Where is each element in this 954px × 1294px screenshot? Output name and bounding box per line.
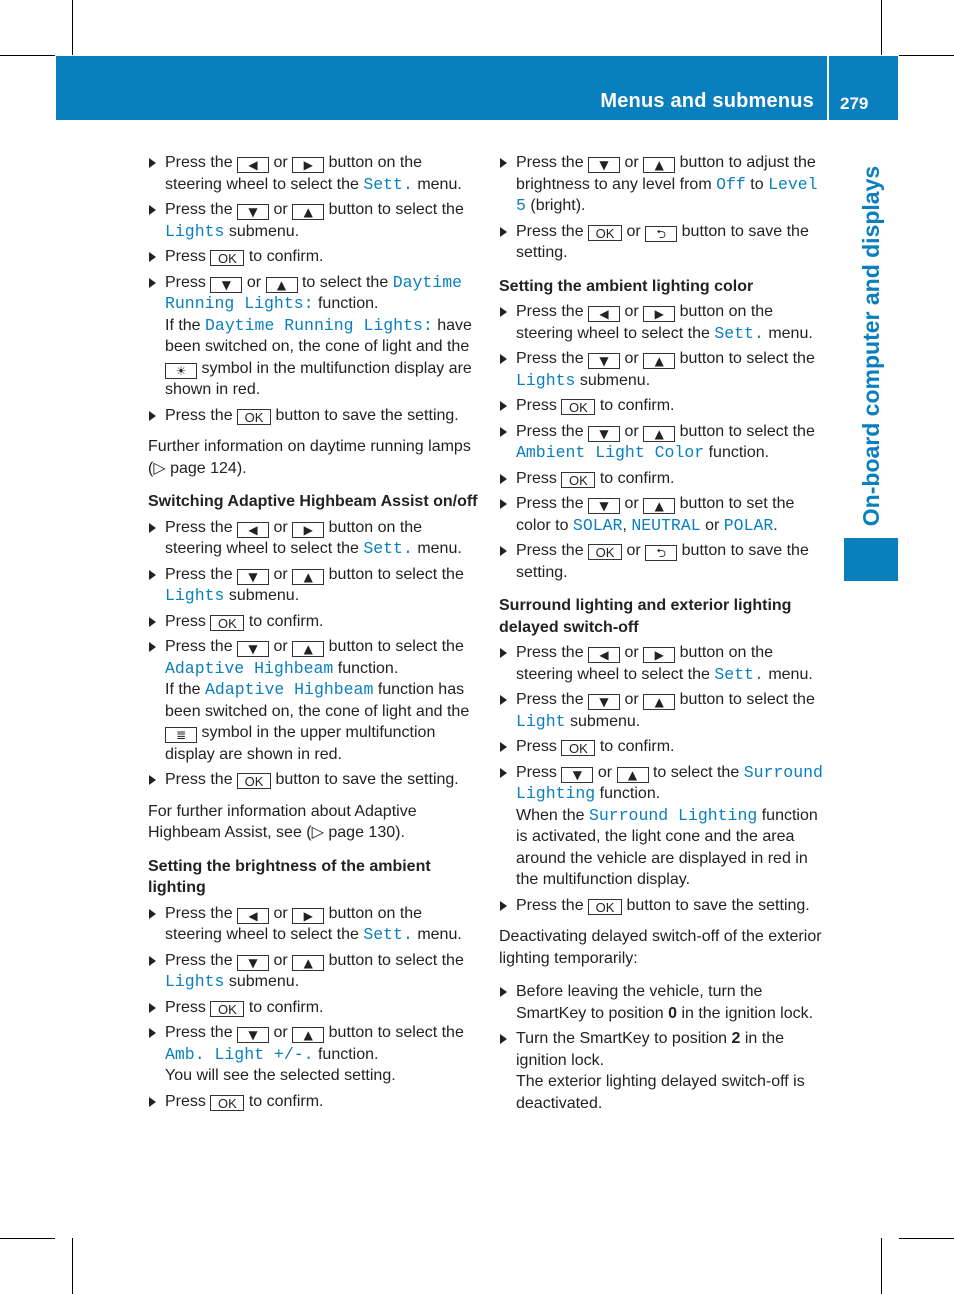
step	[148, 769, 478, 791]
step	[499, 689, 829, 732]
ok-key-icon: OK	[237, 773, 271, 789]
text-fragment: Sett.	[363, 174, 413, 194]
ok-key-icon: OK	[588, 899, 622, 915]
text-fragment: Press the	[516, 542, 584, 559]
text-fragment: or	[273, 154, 288, 171]
step-arrow-icon	[149, 956, 156, 966]
step-arrow-icon	[149, 1028, 156, 1038]
right-arrow-key-icon: ▶	[643, 647, 675, 663]
text-fragment: to confirm.	[599, 469, 675, 487]
text-fragment: or	[273, 638, 288, 655]
up-arrow-key-icon: ▲	[643, 157, 675, 173]
text-fragment: Adaptive Highbeam	[205, 680, 374, 699]
step	[148, 199, 478, 242]
text-fragment: function.	[599, 785, 661, 802]
text-fragment: steering wheel to select the	[165, 926, 359, 943]
step-arrow-icon	[500, 474, 507, 484]
text-fragment: Press	[516, 763, 557, 781]
text-fragment: button to select the	[328, 1024, 464, 1041]
text-fragment: function.	[317, 1045, 379, 1063]
up-arrow-key-icon: ▲	[292, 204, 324, 220]
text-fragment: in the ignition lock.	[516, 1030, 785, 1069]
text-fragment: 2	[731, 1030, 741, 1047]
down-arrow-key-icon: ▼	[588, 426, 620, 442]
step-arrow-icon	[149, 278, 156, 288]
text-fragment: or	[624, 422, 639, 440]
text-fragment: Lights	[165, 586, 225, 605]
text-fragment: The exterior lighting delayed switch-off is deactivated.	[516, 1073, 805, 1112]
text-fragment: or	[624, 154, 639, 171]
info-text: Deactivating delayed switch-off of the exterior lighting temporarily:	[499, 928, 822, 967]
text-fragment: or	[626, 222, 641, 240]
text-fragment: function.	[708, 444, 770, 461]
step	[499, 301, 829, 344]
text-fragment: Press the	[516, 222, 584, 240]
right-arrow-key-icon: ▶	[292, 522, 324, 538]
step-arrow-icon	[149, 775, 156, 785]
text-fragment: button on the	[328, 154, 423, 171]
down-arrow-key-icon: ▼	[237, 569, 269, 585]
info-text: Further information on daytime running lamps (▷ page 124).	[148, 438, 471, 477]
step	[148, 950, 478, 993]
text-fragment: menu.	[768, 324, 813, 342]
text-fragment: Press the	[165, 771, 233, 788]
step	[148, 1022, 478, 1087]
text-fragment: or	[705, 516, 720, 534]
text-fragment: setting.	[516, 244, 568, 261]
step	[499, 762, 829, 891]
down-arrow-key-icon: ▼	[237, 641, 269, 657]
text-fragment: or	[624, 303, 639, 320]
text-fragment: button on the	[328, 518, 423, 536]
step-arrow-icon	[500, 901, 507, 911]
text-fragment: Level 5	[516, 174, 818, 215]
step-arrow-icon	[500, 227, 507, 237]
step-arrow-icon	[500, 742, 507, 752]
text-fragment: Lights	[165, 972, 225, 991]
section-heading: Setting the ambient lighting color	[499, 277, 754, 295]
crop-mark	[0, 55, 55, 56]
down-arrow-key-icon: ▼	[588, 353, 620, 369]
text-fragment: (bright).	[530, 197, 586, 214]
ok-key-icon: OK	[210, 250, 244, 266]
text-fragment: Sett.	[714, 323, 764, 343]
text-fragment: Sett.	[363, 925, 413, 944]
step-arrow-icon	[500, 307, 507, 317]
step-arrow-icon	[500, 401, 507, 411]
highbeam-assist-icon: ≣	[165, 727, 197, 743]
right-column	[499, 152, 829, 1118]
step	[148, 903, 478, 946]
section-heading: Surround lighting and exterior lighting delayed switch-off	[499, 597, 792, 636]
text-fragment: button on the	[679, 303, 774, 320]
text-fragment: button to select the	[328, 638, 464, 655]
text-fragment: Press the	[165, 518, 233, 536]
step	[499, 221, 829, 264]
step	[148, 272, 478, 401]
text-fragment: steering wheel to select the	[165, 175, 359, 193]
step	[499, 540, 829, 583]
text-fragment: button to save the setting.	[275, 771, 459, 788]
text-fragment: steering wheel to select the	[516, 665, 710, 683]
up-arrow-key-icon: ▲	[292, 1027, 324, 1043]
text-fragment: button to select the	[679, 350, 815, 367]
step	[499, 348, 829, 391]
page-number: 279	[840, 94, 869, 113]
text-fragment: If the	[165, 681, 201, 698]
text-fragment: to confirm.	[248, 998, 324, 1016]
down-arrow-key-icon: ▼	[237, 204, 269, 220]
step-arrow-icon	[149, 570, 156, 580]
text-fragment: button to save the setting.	[275, 406, 459, 424]
text-fragment: or	[626, 542, 641, 559]
text-fragment: function.	[337, 659, 399, 677]
text-fragment: Press	[165, 998, 206, 1016]
text-fragment: Press the	[516, 350, 584, 367]
step	[148, 1091, 478, 1113]
down-arrow-key-icon: ▼	[588, 694, 620, 710]
step-arrow-icon	[149, 1097, 156, 1107]
step	[499, 981, 829, 1024]
step	[499, 468, 829, 490]
section-heading: Switching Adaptive Highbeam Assist on/off	[148, 493, 478, 510]
step	[499, 395, 829, 417]
text-fragment: or	[273, 565, 288, 583]
text-fragment: Press the	[516, 644, 584, 661]
text-fragment: Daytime Running Lights:	[205, 315, 433, 335]
step-arrow-icon	[149, 642, 156, 652]
text-fragment: You will see the selected setting.	[165, 1067, 396, 1084]
right-arrow-key-icon: ▶	[292, 157, 324, 173]
step-arrow-icon	[500, 499, 507, 509]
left-arrow-key-icon: ◀	[588, 306, 620, 322]
text-fragment: Press	[516, 469, 557, 487]
text-fragment: steering wheel to select the	[516, 324, 710, 342]
text-fragment: Press	[165, 1092, 206, 1110]
header-divider	[827, 56, 829, 120]
step-arrow-icon	[500, 546, 507, 556]
back-key-icon: ⮌	[645, 226, 677, 242]
header-bar	[56, 56, 898, 120]
text-fragment: button to set the color to	[516, 495, 795, 534]
text-fragment: to select the	[301, 273, 389, 291]
right-arrow-key-icon: ▶	[292, 908, 324, 924]
text-fragment: When the	[516, 806, 585, 824]
text-fragment: Press the	[165, 638, 233, 655]
text-fragment: button to select the	[679, 691, 815, 708]
down-arrow-key-icon: ▼	[588, 157, 620, 173]
text-fragment: have been switched on, the cone of light and the	[165, 316, 472, 355]
text-fragment: submenu.	[228, 587, 300, 604]
step	[499, 152, 829, 217]
ok-key-icon: OK	[588, 225, 622, 241]
ok-key-icon: OK	[237, 409, 271, 425]
text-fragment: Lights	[165, 221, 225, 241]
step-arrow-icon	[500, 648, 507, 658]
text-fragment: Press	[165, 612, 206, 630]
text-fragment: Press the	[516, 154, 584, 171]
crop-mark	[72, 0, 73, 55]
step-arrow-icon	[500, 695, 507, 705]
text-fragment: Turn the SmartKey to position	[516, 1030, 728, 1047]
text-fragment: in the ignition lock.	[681, 1004, 814, 1022]
step	[148, 564, 478, 607]
text-fragment: Press the	[165, 951, 233, 969]
text-fragment: Surround Lighting	[588, 805, 758, 825]
text-fragment: Press the	[165, 565, 233, 583]
left-arrow-key-icon: ◀	[237, 908, 269, 924]
text-fragment: If the	[165, 316, 201, 334]
text-fragment: to confirm.	[248, 1092, 324, 1110]
down-arrow-key-icon: ▼	[561, 767, 593, 783]
text-fragment: to confirm.	[599, 738, 675, 755]
left-column	[148, 152, 478, 1116]
text-fragment: Press the	[516, 303, 584, 320]
up-arrow-key-icon: ▲	[266, 277, 298, 293]
text-fragment: Adaptive Highbeam	[165, 658, 334, 678]
section-title: Menus and submenus	[600, 90, 814, 112]
text-fragment: Press the	[165, 904, 233, 922]
text-fragment: to select the	[652, 763, 740, 781]
text-fragment: Sett.	[714, 664, 764, 684]
up-arrow-key-icon: ▲	[643, 426, 675, 442]
step	[499, 736, 829, 758]
text-fragment: to	[750, 175, 764, 193]
text-fragment: Press the	[516, 896, 584, 914]
text-fragment: Press	[516, 738, 557, 755]
text-fragment: Light	[516, 711, 566, 731]
text-fragment: Sett.	[363, 539, 413, 558]
chapter-tab-label: On-board computer and displays	[858, 165, 884, 527]
text-fragment: Press the	[516, 422, 584, 440]
ok-key-icon: OK	[561, 472, 595, 488]
text-fragment: or	[624, 350, 639, 367]
up-arrow-key-icon: ▲	[617, 767, 649, 783]
step	[499, 1028, 829, 1114]
up-arrow-key-icon: ▲	[292, 955, 324, 971]
left-arrow-key-icon: ◀	[588, 647, 620, 663]
text-fragment: Press the	[165, 406, 233, 424]
step	[148, 997, 478, 1019]
step	[148, 517, 478, 560]
step	[148, 636, 478, 765]
text-fragment: button to select the	[328, 201, 464, 218]
text-fragment: button to save the	[681, 222, 809, 240]
text-fragment: or	[624, 495, 639, 512]
text-fragment: or	[273, 201, 288, 218]
text-fragment: NEUTRAL	[631, 515, 701, 535]
down-arrow-key-icon: ▼	[588, 498, 620, 514]
info-text: For further information about Adaptive Highbeam Assist, see (▷ page 130).	[148, 802, 417, 841]
up-arrow-key-icon: ▲	[292, 569, 324, 585]
step	[148, 405, 478, 427]
daytime-lights-icon: ☀	[165, 363, 197, 379]
chapter-tab	[844, 538, 898, 581]
step	[148, 152, 478, 195]
step-arrow-icon	[149, 523, 156, 533]
text-fragment: function.	[317, 295, 379, 312]
step-arrow-icon	[500, 768, 507, 778]
ok-key-icon: OK	[588, 544, 622, 560]
text-fragment: function is activated, the light cone and the area around the vehicle are displayed in red in the multifunction display.	[516, 806, 818, 888]
text-fragment: Press	[516, 397, 557, 414]
step-arrow-icon	[500, 1034, 507, 1044]
step-arrow-icon	[500, 158, 507, 168]
crop-mark	[0, 1238, 55, 1239]
step-arrow-icon	[149, 411, 156, 421]
text-fragment: button to adjust the brightness to any level from	[516, 154, 816, 193]
text-fragment: Press	[165, 273, 206, 291]
step: Press the ▼ or ▲ button to set the color to SOLAR, NEUTRAL or POLAR.	[499, 493, 829, 536]
text-fragment: to confirm.	[248, 612, 324, 630]
text-fragment: menu.	[417, 926, 462, 943]
text-fragment: symbol in the upper multifunction display are shown in red.	[165, 724, 436, 763]
step	[148, 611, 478, 633]
text-fragment: button to save the setting.	[626, 896, 810, 914]
text-fragment: Surround Lighting	[516, 762, 823, 803]
crop-mark	[899, 1238, 954, 1239]
text-fragment: Ambient Light Color	[516, 443, 705, 462]
text-fragment: Amb. Light +/-.	[165, 1044, 314, 1064]
text-fragment: submenu.	[569, 712, 641, 730]
left-arrow-key-icon: ◀	[237, 157, 269, 173]
down-arrow-key-icon: ▼	[237, 1027, 269, 1043]
text-fragment: or	[246, 273, 262, 291]
text-fragment: submenu.	[228, 222, 300, 240]
crop-mark	[881, 0, 882, 55]
step-arrow-icon	[500, 427, 507, 437]
text-fragment: Press the	[516, 691, 584, 708]
text-fragment: or	[624, 644, 639, 661]
step	[499, 421, 829, 464]
step-arrow-icon	[500, 987, 507, 997]
crop-mark	[899, 55, 954, 56]
text-fragment: or	[624, 691, 639, 708]
up-arrow-key-icon: ▲	[643, 353, 675, 369]
back-key-icon: ⮌	[645, 545, 677, 561]
text-fragment: steering wheel to select the	[165, 540, 359, 557]
text-fragment: menu.	[417, 175, 462, 193]
step	[499, 642, 829, 685]
text-fragment: menu.	[417, 540, 462, 557]
step	[499, 895, 829, 917]
step	[148, 246, 478, 268]
text-fragment: submenu.	[579, 371, 651, 389]
text-fragment: Press the	[165, 1024, 233, 1041]
text-fragment: button on the	[328, 904, 423, 922]
text-fragment: submenu.	[228, 973, 300, 990]
crop-mark	[881, 1238, 882, 1294]
step-arrow-icon	[149, 158, 156, 168]
text-fragment: Press the	[165, 201, 233, 218]
down-arrow-key-icon: ▼	[237, 955, 269, 971]
ok-key-icon: OK	[561, 740, 595, 756]
text-fragment: or	[273, 951, 288, 969]
text-fragment: Lights	[516, 370, 576, 390]
step-arrow-icon	[149, 252, 156, 262]
text-fragment: Press the	[165, 154, 233, 171]
step-arrow-icon	[149, 909, 156, 919]
text-fragment: or	[273, 904, 288, 922]
up-arrow-key-icon: ▲	[643, 694, 675, 710]
up-arrow-key-icon: ▲	[643, 498, 675, 514]
section-heading: Setting the brightness of the ambient lighting	[148, 857, 431, 896]
text-fragment: SOLAR	[572, 515, 623, 535]
text-fragment: symbol in the multifunction display are shown in red.	[165, 359, 472, 398]
text-fragment: button on the	[679, 644, 774, 661]
text-fragment: or	[273, 1024, 288, 1041]
text-fragment: Daytime Running Lights:	[165, 272, 462, 313]
step-arrow-icon	[149, 617, 156, 627]
text-fragment: or	[273, 518, 288, 536]
text-fragment: Off	[716, 174, 746, 194]
ok-key-icon: OK	[210, 615, 244, 631]
right-arrow-key-icon: ▶	[643, 306, 675, 322]
down-arrow-key-icon: ▼	[210, 277, 242, 293]
step-arrow-icon	[149, 205, 156, 215]
text-fragment: Before leaving the vehicle, turn the SmartKey to position	[516, 983, 763, 1022]
ok-key-icon: OK	[210, 1001, 244, 1017]
left-arrow-key-icon: ◀	[237, 522, 269, 538]
text-fragment: or	[597, 763, 613, 781]
text-fragment: to confirm.	[248, 248, 324, 265]
step-arrow-icon	[149, 1003, 156, 1013]
text-fragment: setting.	[516, 563, 568, 581]
text-fragment: function has been switched on, the cone of light and the	[165, 681, 470, 720]
text-fragment: 0	[668, 1004, 677, 1022]
text-fragment: Press the	[516, 495, 584, 512]
text-fragment: Press	[165, 248, 206, 265]
text-fragment: button to select the	[679, 422, 815, 440]
text-fragment: button to select the	[328, 951, 464, 969]
crop-mark	[72, 1238, 73, 1294]
text-fragment: to confirm.	[599, 397, 675, 414]
text-fragment: menu.	[768, 665, 813, 683]
step-arrow-icon	[500, 354, 507, 364]
ok-key-icon: OK	[210, 1095, 244, 1111]
text-fragment: button to select the	[328, 565, 464, 583]
text-fragment: button to save the	[681, 542, 809, 559]
text-fragment: POLAR	[723, 515, 774, 535]
ok-key-icon: OK	[561, 399, 595, 415]
up-arrow-key-icon: ▲	[292, 641, 324, 657]
